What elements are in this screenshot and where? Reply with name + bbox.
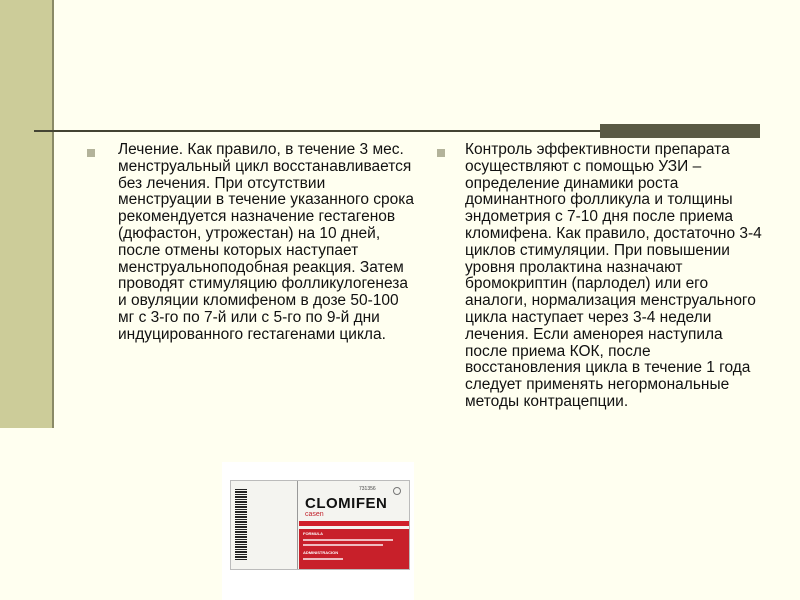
package-brand: CLOMIFEN — [305, 495, 388, 512]
package-line — [303, 539, 393, 541]
circle-icon — [393, 487, 401, 495]
package-line — [303, 544, 383, 546]
package-line — [303, 558, 343, 560]
clomifen-package-image — [230, 480, 410, 570]
package-side-text — [249, 489, 257, 561]
package-divider — [297, 481, 298, 569]
barcode-icon — [235, 489, 247, 561]
right-column-text: Контроль эффективности препарата осуществляют с помощью УЗИ – определение динамики роста доминантного фолликула и толщины эндометрия с 7-10 дня после приема кломифена. Как правило, достаточно 3-4 циклов стимуляции. При повышении уровня пролактина назначают бромокриптин (парлодел) или его аналоги, нормализация менструального цикла наступает через 3-4 недели лечения. Если аменорея наступила после приема КОК, после восстановления цикла в течение 1 года следует применять негормональные методы контрацепции. — [465, 141, 762, 410]
title-rule-block — [600, 124, 760, 138]
left-column-text: Лечение. Как правило, в течение 3 мес. менструальный цикл восстанавливается без лечения. При отсутствии менструации в течение указанного срока рекомендуется назначение гестагенов (дюфастон, утрожестан) на 10 дней, после отмены которых наступает менструальноподобная реакция. Затем проводят стимуляцию фолликулогенеза и овуляции кломифеном в дозе 50-100 мг с 3-го по 7-й или с 5-го по 9-й дни индуцированного гестагенами цикла. — [118, 141, 414, 343]
package-code: 731356 — [359, 486, 376, 492]
package-red-panel — [299, 529, 409, 569]
bullet-right — [437, 149, 445, 157]
package-admin-label: ADMINISTRACION — [303, 550, 339, 555]
left-decor-band — [0, 0, 52, 428]
package-maker: casen — [305, 511, 324, 518]
bullet-left — [87, 149, 95, 157]
package-formula-label: FORMULA — [303, 531, 323, 536]
package-red-stripe — [299, 521, 409, 526]
left-band-edge — [52, 0, 54, 428]
